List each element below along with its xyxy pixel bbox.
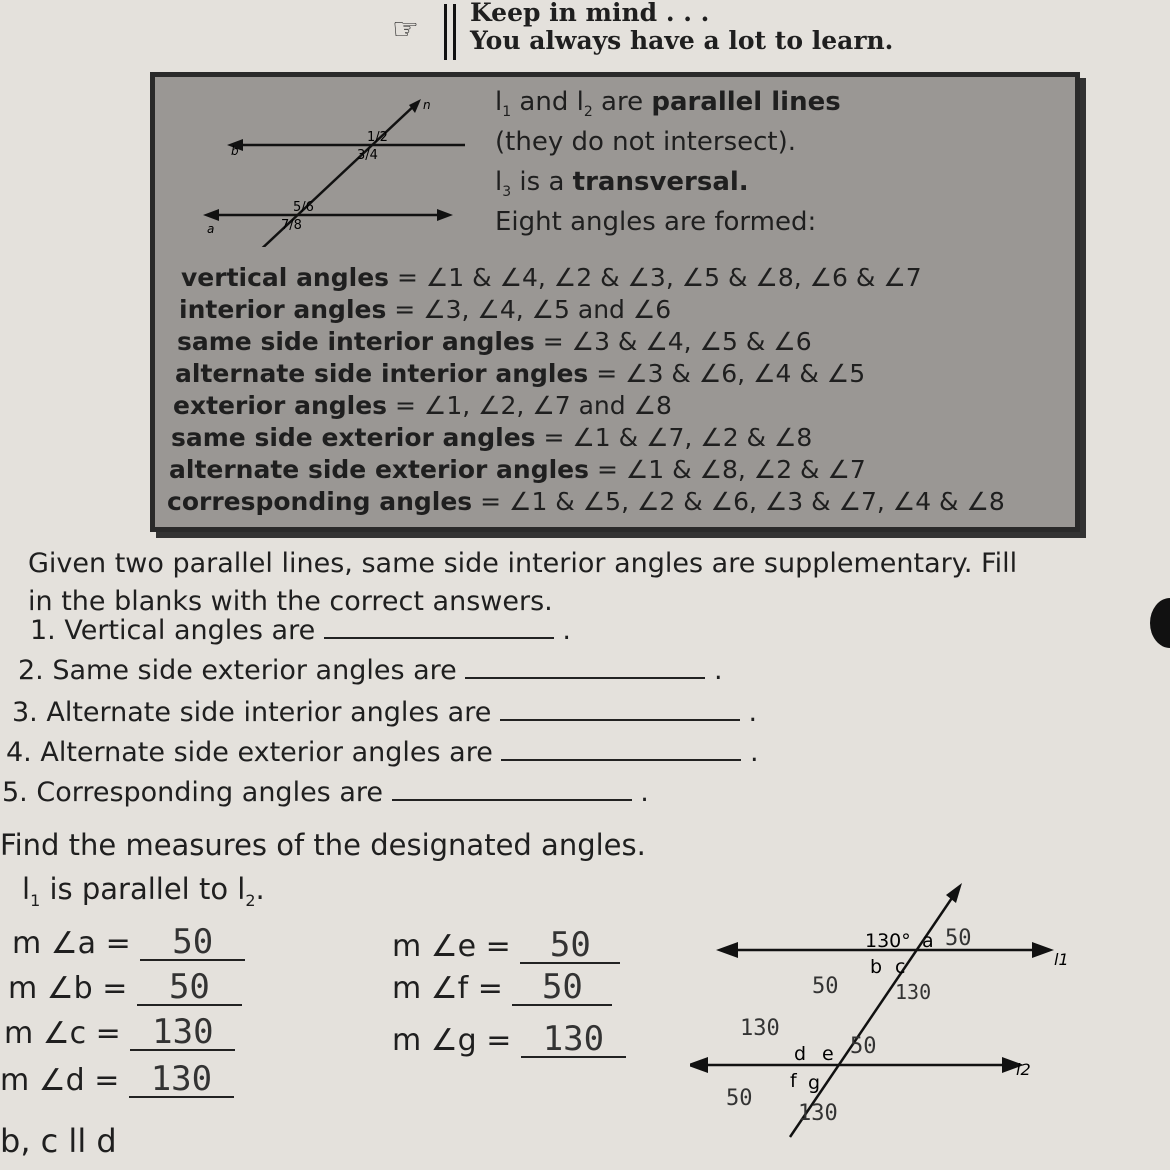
angles-7-8: 7/8 — [281, 218, 302, 233]
hw-f: 50 — [726, 1086, 753, 1111]
answer-blank-4[interactable] — [501, 737, 741, 761]
def-same-side-interior: same side interior angles = ∠3 & ∠4, ∠5 & ∠6 — [177, 327, 812, 356]
tip-header — [392, 2, 952, 62]
angle-g-label: g — [808, 1072, 821, 1094]
question-1: 1. Vertical angles are . — [30, 615, 571, 646]
pointing-hand-icon: ☞ — [392, 12, 419, 47]
hw-e: 50 — [850, 1034, 877, 1059]
measure-e: m ∠e = 50 — [392, 928, 620, 964]
def-corresponding: corresponding angles = ∠1 & ∠5, ∠2 & ∠6, ∠3 & ∠7, ∠4 & ∠8 — [167, 487, 1005, 516]
answer-blank-2[interactable] — [465, 655, 705, 679]
intro-line-3: $l_3$ is a transversal. — [495, 167, 749, 201]
label-n: n — [423, 98, 431, 112]
line-l2-label: l2 — [1016, 1060, 1031, 1079]
angle-f-label: f — [790, 1070, 797, 1092]
find-title: Find the measures of the designated angles. — [0, 828, 646, 862]
answer-c[interactable]: 130 — [130, 1015, 235, 1051]
definitions-box — [150, 72, 1080, 532]
hw-b: 50 — [812, 974, 839, 999]
tip-divider — [444, 4, 456, 60]
angle-e-label: e — [822, 1043, 834, 1065]
def-same-side-exterior: same side exterior angles = ∠1 & ∠7, ∠2 & ∠8 — [171, 423, 813, 452]
tip-line-1: Keep in mind . . . — [470, 0, 710, 27]
answer-a[interactable]: 50 — [140, 925, 245, 961]
measure-c: m ∠c = 130 — [4, 1015, 235, 1051]
intro-line-2: (they do not intersect). — [495, 127, 797, 157]
instructions-line-2: in the blanks with the correct answers. — [28, 586, 553, 617]
answer-blank-5[interactable] — [392, 777, 632, 801]
def-vertical-angles: vertical angles = ∠1 & ∠4, ∠2 & ∠3, ∠5 & ∠8, ∠6 & ∠7 — [181, 263, 922, 292]
hw-a: 50 — [945, 926, 972, 951]
intro-line-1: $l_1$ and $l_2$ are parallel lines — [495, 87, 841, 121]
line-l1-label: l1 — [1054, 950, 1069, 969]
def-exterior-angles: exterior angles = ∠1, ∠2, ∠7 and ∠8 — [173, 391, 672, 420]
angle-d-label: d — [794, 1043, 807, 1065]
answer-f[interactable]: 50 — [512, 970, 612, 1006]
measure-a: m ∠a = 50 — [12, 925, 245, 961]
def-alternate-interior: alternate side interior angles = ∠3 & ∠6, ∠4 & ∠5 — [175, 359, 866, 388]
measure-g: m ∠g = 130 — [392, 1022, 626, 1058]
angles-5-6: 5/6 — [293, 200, 314, 215]
tip-line-2: You always have a lot to learn. — [470, 26, 894, 55]
answer-blank-1[interactable] — [324, 615, 554, 639]
answer-blank-3[interactable] — [500, 697, 740, 721]
label-b: b — [231, 144, 239, 158]
hw-g: 130 — [798, 1101, 838, 1126]
bc-note: b, c ll d — [0, 1122, 117, 1160]
measure-f: m ∠f = 50 — [392, 970, 612, 1006]
angle-b-label: b — [870, 956, 883, 978]
angles-1-2: 1/2 — [367, 130, 388, 145]
given-angle-130: 130° — [865, 930, 911, 952]
intro-line-4: Eight angles are formed: — [495, 207, 817, 237]
def-alternate-exterior: alternate side exterior angles = ∠1 & ∠8, ∠2 & ∠7 — [169, 455, 866, 484]
angles-3-4: 3/4 — [357, 148, 378, 163]
instructions-line-1: Given two parallel lines, same side interior angles are supplementary. Fill — [28, 548, 1018, 579]
measure-b: m ∠b = 50 — [8, 970, 242, 1006]
question-2: 2. Same side exterior angles are . — [18, 655, 723, 686]
answer-d[interactable]: 130 — [129, 1062, 234, 1098]
measure-d: m ∠d = 130 — [0, 1062, 234, 1098]
answer-e[interactable]: 50 — [520, 928, 620, 964]
hw-d: 130 — [740, 1016, 780, 1041]
transversal-diagram — [690, 875, 1090, 1140]
def-interior-angles: interior angles = ∠3, ∠4, ∠5 and ∠6 — [179, 295, 672, 324]
question-5: 5. Corresponding angles are . — [2, 777, 649, 808]
instructions — [28, 545, 1168, 621]
question-3: 3. Alternate side interior angles are . — [12, 697, 758, 728]
hw-c: 130 — [895, 980, 932, 1004]
answer-g[interactable]: 130 — [521, 1022, 626, 1058]
parallel-lines-diagram — [155, 77, 465, 247]
label-a: a — [207, 222, 215, 236]
given-statement: $l_1$ is parallel to $l_2$. — [22, 872, 265, 910]
question-4: 4. Alternate side exterior angles are . — [6, 737, 759, 768]
angle-a-label: a — [922, 930, 934, 952]
angle-c-label: c — [895, 956, 906, 978]
answer-b[interactable]: 50 — [137, 970, 242, 1006]
